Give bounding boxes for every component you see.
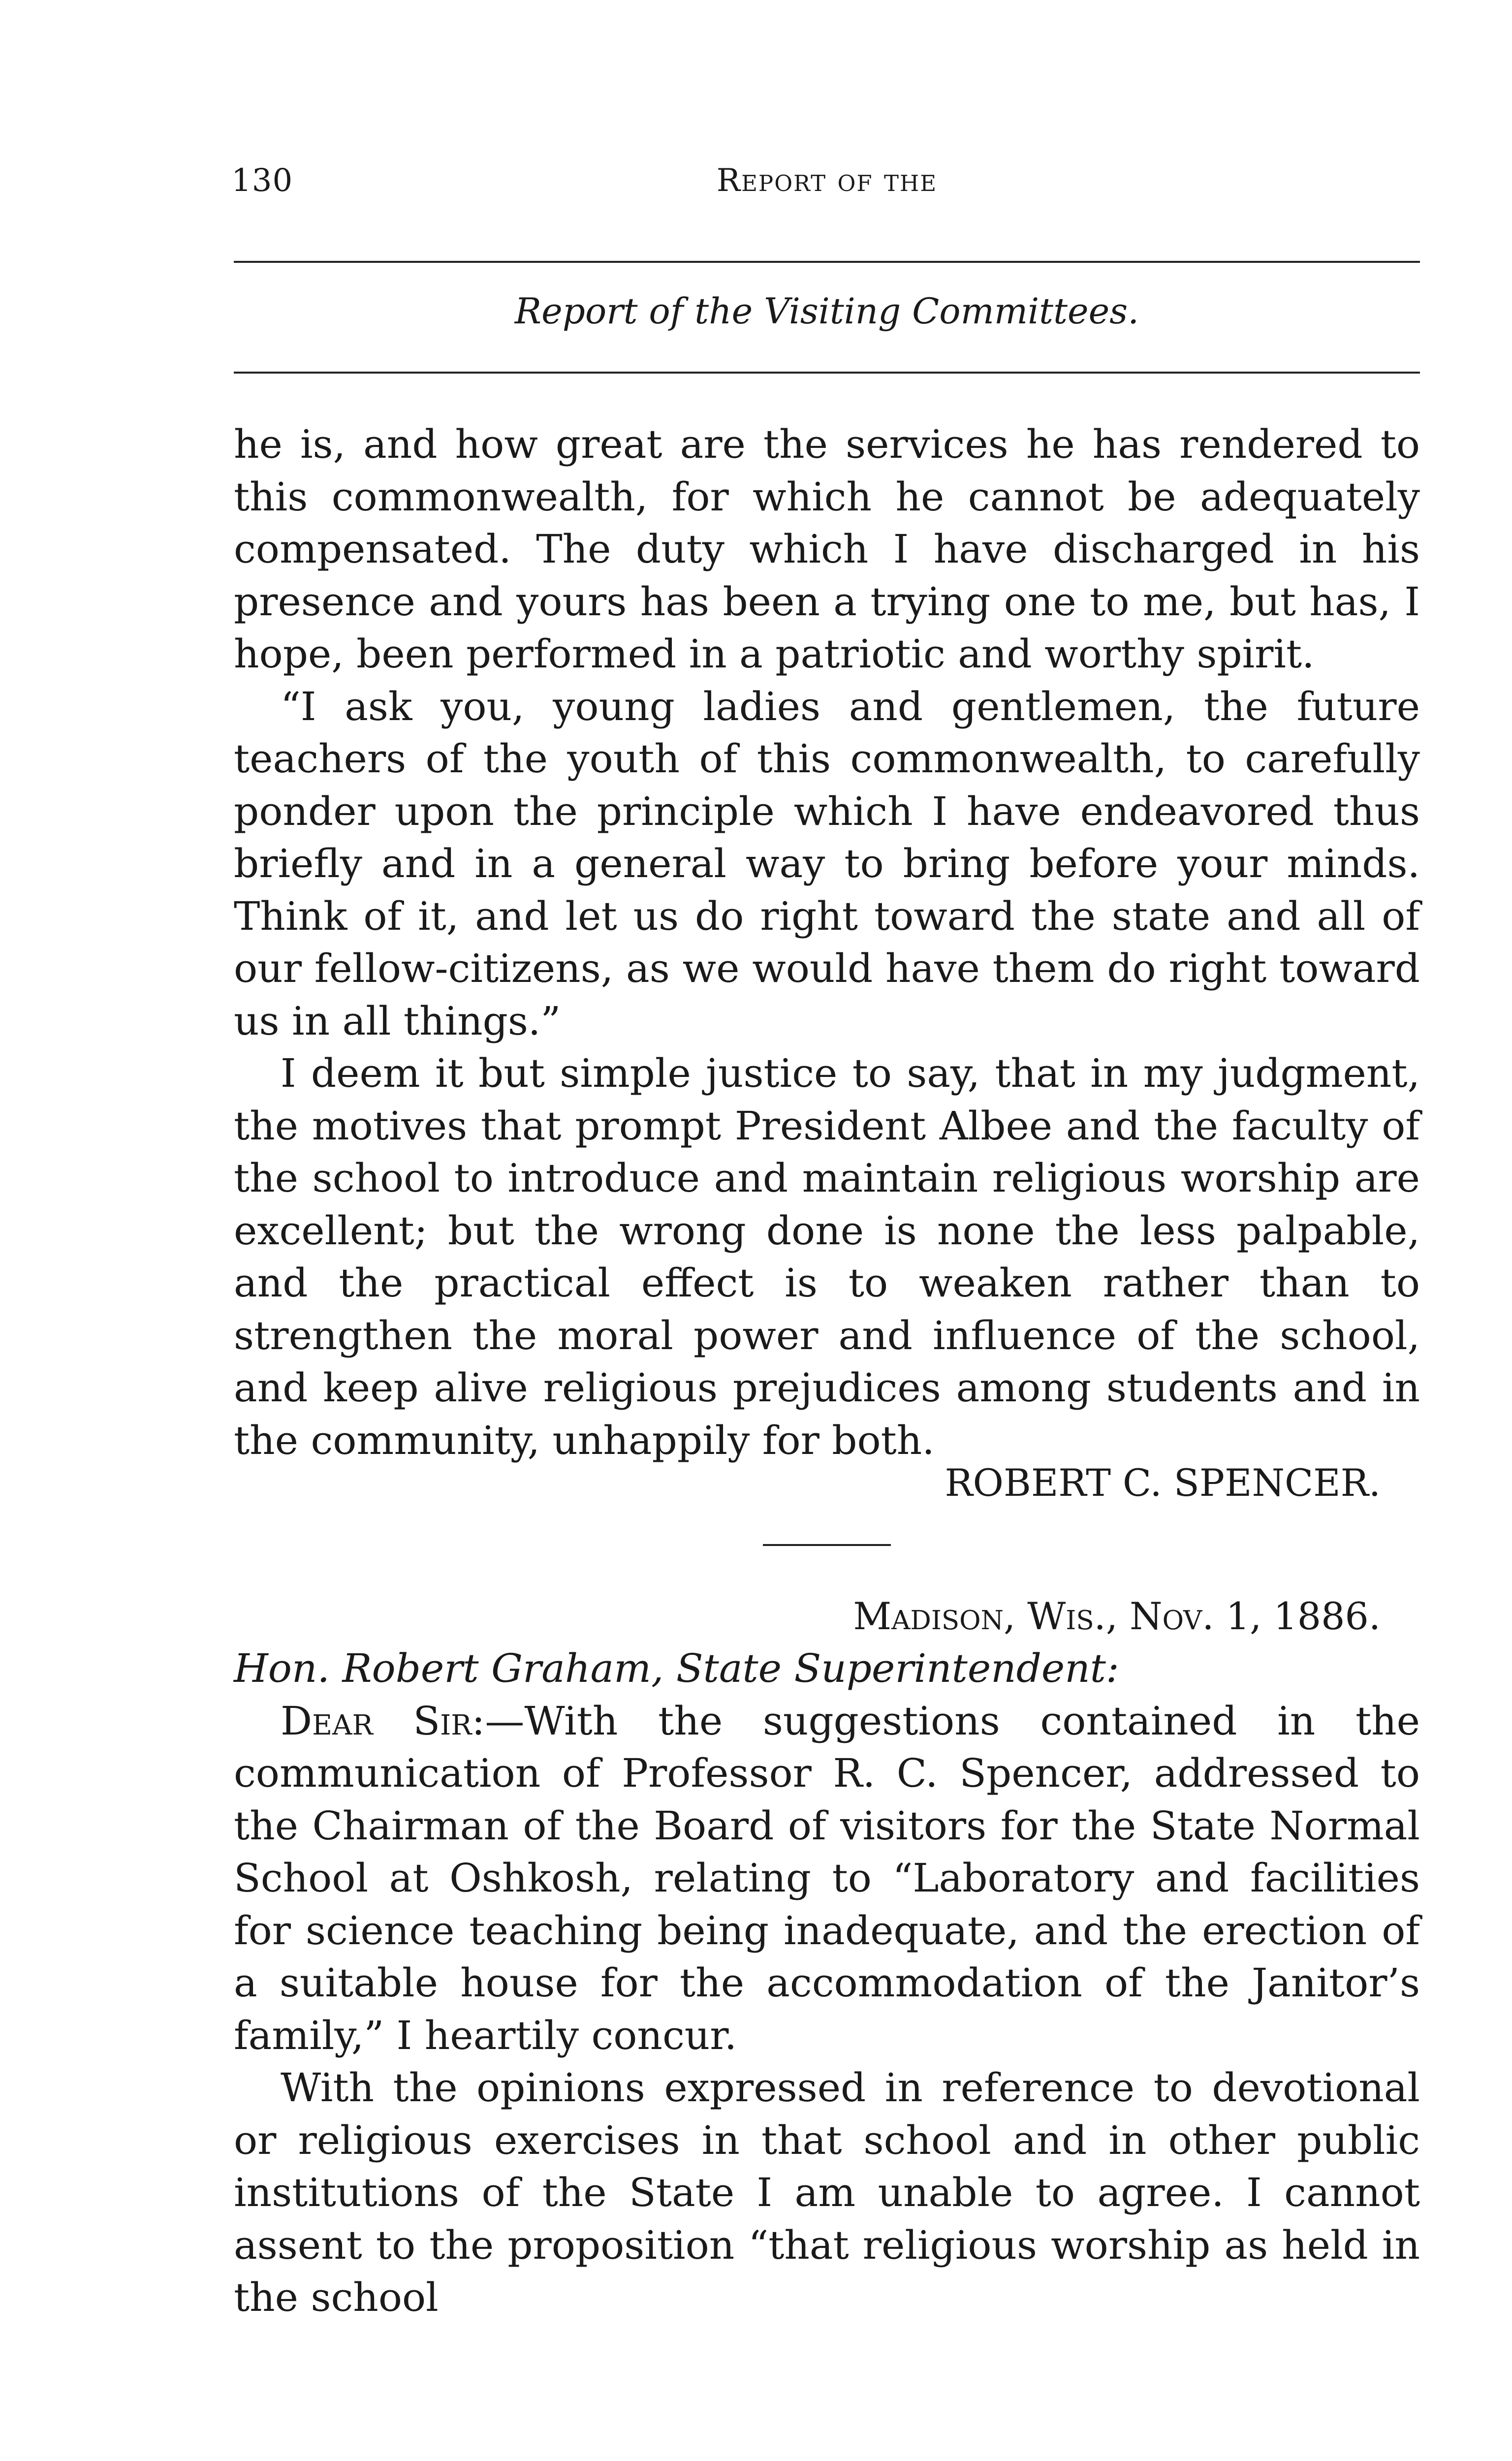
salutation: Dear Sir: xyxy=(281,1698,485,1744)
dateline xyxy=(234,1590,1420,1643)
header-rule-bottom xyxy=(234,372,1420,374)
paragraph-letter-opening xyxy=(234,1695,1420,2062)
paragraph-continuation: he is, and how great are the services he has rendered to this commonwealth, for which he cannot be adequately compensated. The duty which I have discharged in his presence and yours has been a trying one to me, but has, I hope, been performed in a patriotic and worthy spirit. xyxy=(234,421,1420,677)
section-divider xyxy=(763,1544,891,1546)
header-rule-top xyxy=(234,261,1420,263)
paragraph-judgment: I deem it but simple justice to say, that in my judgment, the motives that prompt President Albee and the faculty of the school to introduce and maintain religious worship are excellent; but the wrong done is none the less palpable, and the practical effect is to weaken rather than to strengthen the moral power and influence of the school, and keep alive religious prejudices among students and in the community, unhappily for both. xyxy=(234,1050,1420,1463)
dateline-text: Madison, Wis., Nov. 1, 1886. xyxy=(853,1594,1381,1638)
running-title: Report of the xyxy=(716,162,938,199)
running-head xyxy=(231,162,1422,207)
letter-opening-text: —With the suggestions contained in the communication of Professor R. C. Spencer, addressed to the Chairman of the Board of visitors for the State Normal School at Oshkosh, relating to “Laboratory and facilities for science teaching being inadequate, and the erection of a suitable house for the accommodation of the Janitor’s family,” I heartily concur. xyxy=(234,1698,1420,2058)
body-text xyxy=(234,418,1420,2324)
addressee: Hon. Robert Graham, State Superintendent: xyxy=(234,1645,1119,1691)
page-number: 130 xyxy=(231,162,293,199)
signature: ROBERT C. SPENCER. xyxy=(945,1461,1381,1505)
paragraph-quotation: “I ask you, young ladies and gentlemen, the future teachers of the youth of this commonwealth, to carefully ponder upon the principle which I have endeavored thus briefly and in a general way to bring before your minds. Think of it, and let us do right toward the state and all of our fellow-citizens, as we would have them do right toward us in all things.” xyxy=(234,683,1420,1044)
section-title: Report of the Visiting Committees. xyxy=(514,290,1139,332)
paragraph-disagreement: With the opinions expressed in reference to devotional or religious exercises in that school and in other public institutions of the State I am unable to agree. I cannot assent to the proposition “that religious worship as held in the school xyxy=(234,2065,1420,2320)
